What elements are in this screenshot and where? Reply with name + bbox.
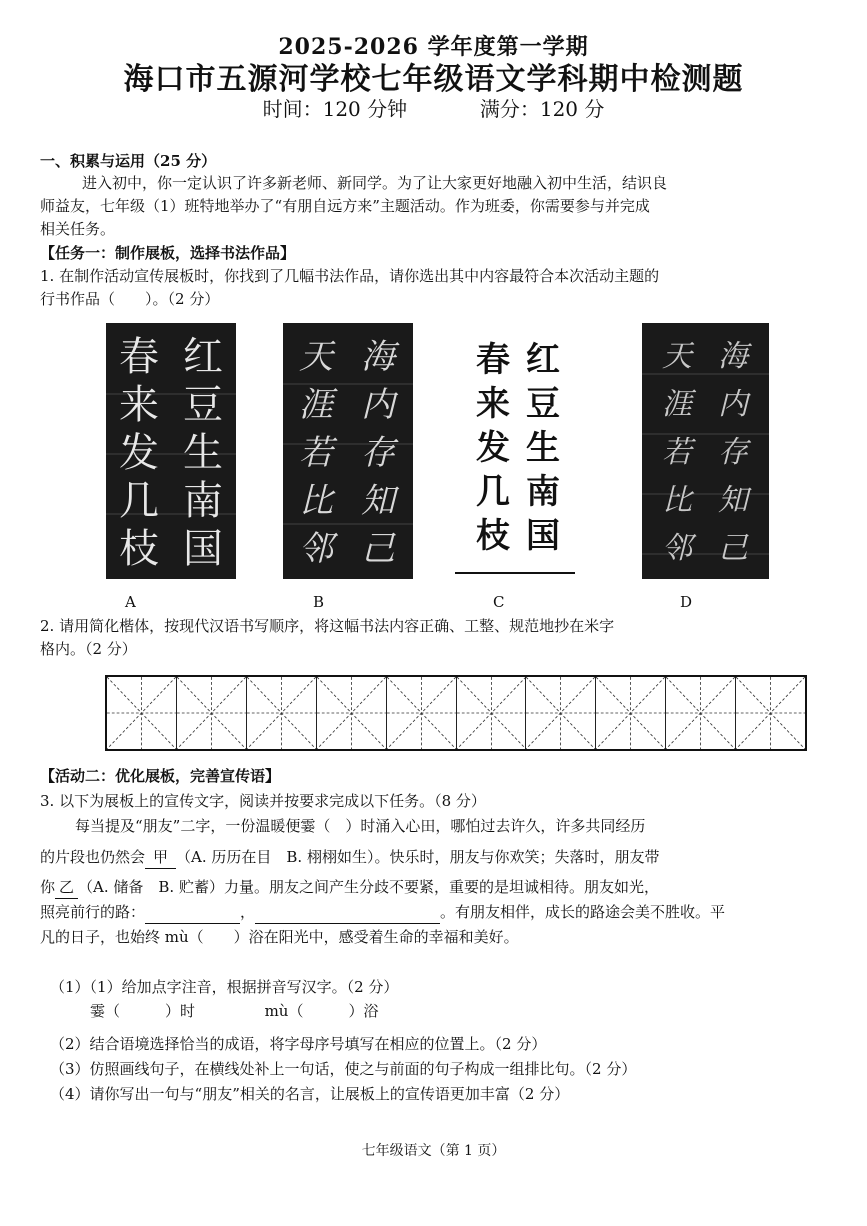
mizi-cell[interactable] xyxy=(596,677,666,749)
calligraphy-char: 海 xyxy=(718,339,748,374)
mizi-cell[interactable] xyxy=(107,677,177,749)
passage-text: 照亮前行的路： xyxy=(40,903,146,921)
calligraphy-char: 天 xyxy=(299,337,333,377)
blank-yi[interactable]: 乙 xyxy=(55,876,78,899)
blank-line-1[interactable] xyxy=(145,901,240,924)
fill-mu[interactable]: mù（ ）浴 xyxy=(264,1002,379,1020)
mizi-writing-grid[interactable] xyxy=(105,675,807,751)
calligraphy-char: 存 xyxy=(718,435,748,470)
exam-title: 海口市五源河学校七年级语文学科期中检测题 xyxy=(123,62,744,97)
calligraphy-char: 知 xyxy=(361,481,395,521)
calligraphy-b-left-col xyxy=(291,333,341,573)
calligraphy-char: 知 xyxy=(718,483,748,518)
calligraphy-char: 几 xyxy=(119,478,159,524)
calligraphy-d-left-col xyxy=(652,333,702,573)
passage-line-1: 每当提及“朋友”二字，一份温暖便霎（ ）时涌入心田，哪怕过去许久，许多共同经历 xyxy=(75,817,646,835)
intro-line-1: 进入初中，你一定认识了许多新老师、新同学。为了让大家更好地融入初中生活，结识良 xyxy=(82,174,668,192)
calligraphy-d-right-col xyxy=(708,333,758,573)
calligraphy-char: 春 xyxy=(476,340,510,380)
option-label-a: A xyxy=(125,593,136,611)
calligraphy-c-left-col xyxy=(470,338,516,558)
calligraphy-char: 几 xyxy=(476,472,510,512)
calligraphy-char: 邻 xyxy=(662,531,692,566)
task2-heading: 【活动二：优化展板，完善宣传语】 xyxy=(40,767,281,785)
mizi-cell[interactable] xyxy=(457,677,527,749)
q1-line-1: 1. 在制作活动宣传展板时，你找到了几幅书法作品，请你选出其中内容最符合本次活动主题的 xyxy=(40,267,660,285)
intro-line-2: 师益友，七年级（1）班特地举办了“有朋自远方来”主题活动。作为班委，你需要参与并完成 xyxy=(40,197,650,215)
calligraphy-char: 豆 xyxy=(183,382,223,428)
fill-sha[interactable]: 霎（ ）时 xyxy=(90,1002,196,1020)
task1-heading: 【任务一：制作展板，选择书法作品】 xyxy=(40,244,296,262)
option-label-b: B xyxy=(313,593,325,611)
calligraphy-image-c xyxy=(470,330,570,580)
calligraphy-c-right-col xyxy=(520,338,566,558)
exam-year: 2025-2026 学年度第一学期 xyxy=(278,34,589,60)
calligraphy-c-underline xyxy=(455,572,575,574)
passage-line-4: 照亮前行的路： ， 。有朋友相伴，成长的路途会美不胜收。平 xyxy=(40,901,725,924)
calligraphy-char: 己 xyxy=(361,529,395,569)
passage-line-5: 凡的日子，也始终 mù（ ）浴在阳光中，感受着生命的幸福和美好。 xyxy=(40,928,519,946)
calligraphy-char: 国 xyxy=(526,516,560,556)
passage-text: 。有朋友相伴，成长的路途会美不胜收。平 xyxy=(440,903,726,921)
passage-text: 的片段也仍然会 xyxy=(40,848,146,866)
passage-text: 你 xyxy=(40,878,56,896)
exam-time-info xyxy=(0,93,867,122)
sub-question-1: （1）（1）给加点字注音，根据拼音写汉字。（2 分） xyxy=(50,978,399,996)
calligraphy-char: 来 xyxy=(476,384,510,424)
page-footer: 七年级语文（第 1 页） xyxy=(361,1143,506,1159)
calligraphy-char: 生 xyxy=(183,430,223,476)
calligraphy-char: 存 xyxy=(361,433,395,473)
calligraphy-char: 豆 xyxy=(526,384,560,424)
calligraphy-char: 枝 xyxy=(476,516,510,556)
calligraphy-char: 南 xyxy=(526,472,560,512)
sub-question-3: （3）仿照画线句子，在横线处补上一句话，使之与前面的句子构成一组排比句。（2 分） xyxy=(50,1060,637,1078)
calligraphy-char: 内 xyxy=(718,387,748,422)
calligraphy-char: 比 xyxy=(662,483,692,518)
calligraphy-char: 己 xyxy=(718,531,748,566)
calligraphy-char: 涯 xyxy=(662,387,692,422)
exam-full-score: 满分：120 分 xyxy=(479,97,605,121)
blank-line-2[interactable] xyxy=(255,901,440,924)
calligraphy-char: 若 xyxy=(662,435,692,470)
option-label-d: D xyxy=(680,593,693,611)
q1-line-2: 行书作品（ ）。（2 分） xyxy=(40,290,220,308)
calligraphy-char: 海 xyxy=(361,337,395,377)
calligraphy-char: 生 xyxy=(526,428,560,468)
calligraphy-char: 国 xyxy=(183,526,223,572)
mizi-cell[interactable] xyxy=(387,677,457,749)
calligraphy-char: 邻 xyxy=(299,529,333,569)
calligraphy-char: 内 xyxy=(361,385,395,425)
passage-text: （A. 储备 B. 贮蓄）力量。朋友之间产生分歧不要紧，重要的是坦诚相待。朋友如光， xyxy=(78,878,659,896)
calligraphy-b-right-col xyxy=(353,333,403,573)
q3-line-1: 3. 以下为展板上的宣传文字，阅读并按要求完成以下任务。（8 分） xyxy=(40,792,486,810)
calligraphy-char: 红 xyxy=(526,340,560,380)
calligraphy-char: 天 xyxy=(662,339,692,374)
blank-jia[interactable]: 甲 xyxy=(145,846,176,869)
sub-question-2: （2）结合语境选择恰当的成语，将字母序号填写在相应的位置上。（2 分） xyxy=(50,1035,547,1053)
q2-line-2: 格内。（2 分） xyxy=(40,640,137,658)
calligraphy-char: 涯 xyxy=(299,385,333,425)
passage-line-2 xyxy=(40,846,659,869)
mizi-cell[interactable] xyxy=(736,677,805,749)
mizi-cell[interactable] xyxy=(526,677,596,749)
calligraphy-char: 比 xyxy=(299,481,333,521)
mizi-cell[interactable] xyxy=(247,677,317,749)
calligraphy-char: 春 xyxy=(119,334,159,380)
section-heading: 一、积累与运用（25 分） xyxy=(40,152,217,170)
mizi-cell[interactable] xyxy=(666,677,736,749)
passage-text: （A. 历历在目 B. 栩栩如生）。快乐时，朋友与你欢笑；失落时，朋友带 xyxy=(176,848,660,866)
option-label-c: C xyxy=(493,593,505,611)
calligraphy-a-left-col xyxy=(114,333,164,573)
calligraphy-char: 发 xyxy=(119,430,159,476)
exam-duration: 时间：120 分钟 xyxy=(262,97,408,121)
calligraphy-char: 南 xyxy=(183,478,223,524)
calligraphy-image-d xyxy=(642,323,769,579)
calligraphy-char: 来 xyxy=(119,382,159,428)
calligraphy-char: 发 xyxy=(476,428,510,468)
calligraphy-image-b xyxy=(283,323,413,579)
mizi-cell[interactable] xyxy=(177,677,247,749)
calligraphy-char: 枝 xyxy=(119,526,159,572)
calligraphy-char: 红 xyxy=(183,334,223,380)
calligraphy-char: 若 xyxy=(299,433,333,473)
mizi-cell[interactable] xyxy=(317,677,387,749)
q2-line-1: 2. 请用简化楷体，按现代汉语书写顺序，将这幅书法内容正确、工整、规范地抄在米字 xyxy=(40,617,615,635)
sub-question-4: （4）请你写出一句与“朋友”相关的名言，让展板上的宣传语更加丰富（2 分） xyxy=(50,1085,570,1103)
calligraphy-a-right-col xyxy=(178,333,228,573)
sub-question-1-fill xyxy=(90,1000,378,1022)
calligraphy-image-a xyxy=(106,323,236,579)
intro-line-3: 相关任务。 xyxy=(40,220,116,238)
passage-line-3 xyxy=(40,876,659,899)
